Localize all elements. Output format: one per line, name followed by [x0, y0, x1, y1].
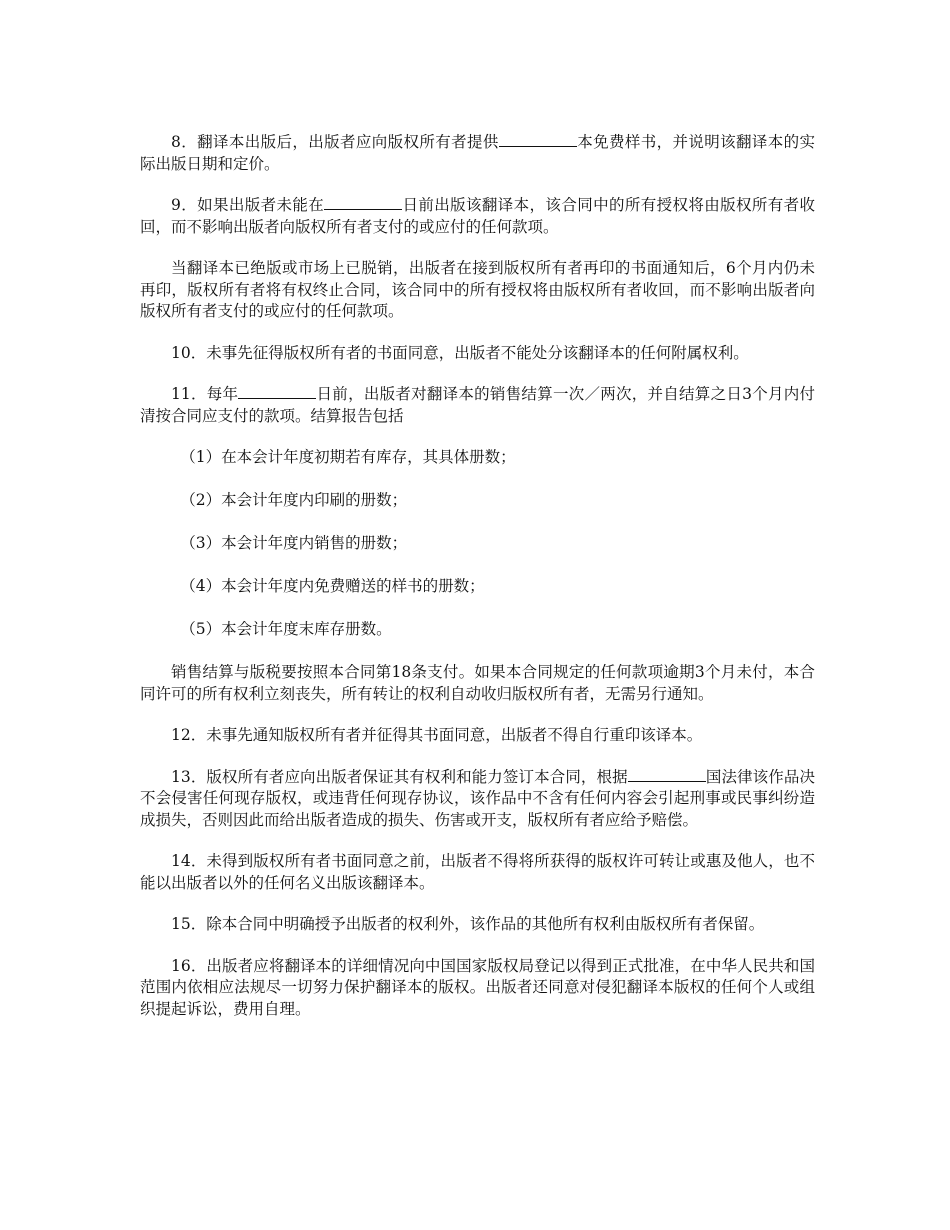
- clause-9-continued: 当翻译本已绝版或市场上已脱销，出版者在接到版权所有者再印的书面通知后，6个月内仍未再印，版权所有者将有权终止合同，该合同中的所有授权将由版权所有者收回，而不影响出版者向版权所有者支付的或应付的任何款项。: [140, 259, 815, 320]
- fill-in-blank: [324, 195, 402, 210]
- contract-body: [140, 132, 815, 1040]
- report-item-5: （5）本会计年度末库存册数。: [180, 620, 392, 638]
- fill-in-blank: [499, 132, 577, 147]
- clause-15: 15．除本合同中明确授予出版者的权利外，该作品的其他所有权利由版权所有者保留。: [171, 915, 765, 933]
- clause-9: 9．如果出版者未能在 日前出版该翻译本，该合同中的所有授权将由版权所有者收回，而不影响出版者向版权所有者支付的或应付的任何款项。: [140, 196, 815, 236]
- clause-11-continued: 销售结算与版税要按照本合同第18条支付。如果本合同规定的任何款项逾期3个月未付，本合同许可的所有权利立刻丧失，所有转让的权利自动收归版权所有者，无需另行通知。: [140, 663, 815, 703]
- clause-13: 13．版权所有者应向出版者保证其有权利和能力签订本合同，根据 国法律该作品决不会侵害任何现存版权，或违背任何现存协议，该作品中不含有任何内容会引起刑事或民事纠纷造成损失，否则因此而给出版者造成的损失、伤害或开支，版权所有者应给予赔偿。: [140, 767, 815, 829]
- fill-in-blank: [628, 767, 706, 782]
- clause-16: 16．出版者应将翻译本的详细情况向中国国家版权局登记以得到正式批准，在中华人民共和国范围内依相应法规尽一切努力保护翻译本的版权。出版者还同意对侵犯翻译本版权的任何个人或组织提起诉讼，费用自理。: [140, 956, 815, 1018]
- report-item-3: （3）本会计年度内销售的册数；: [180, 534, 408, 552]
- report-item-4: （4）本会计年度内免费赠送的样书的册数；: [180, 577, 485, 595]
- clause-10: 10．未事先征得版权所有者的书面同意，出版者不能处分该翻译本的任何附属权利。: [171, 343, 749, 362]
- clause-8: 8．翻译本出版后，出版者应向版权所有者提供 本免费样书，并说明该翻译本的实际出版日期和定价。: [140, 133, 815, 173]
- fill-in-blank: [238, 384, 316, 399]
- clause-11: 11．每年 日前，出版者对翻译本的销售结算一次／两次，并自结算之日3个月内付清按合同应支付的款项。结算报告包括: [140, 385, 815, 425]
- report-item-2: （2）本会计年度内印刷的册数；: [180, 491, 408, 509]
- report-item-1: （1）在本会计年度初期若有库存，其具体册数；: [180, 448, 516, 466]
- clause-14: 14．未得到版权所有者书面同意之前，出版者不得将所获得的版权许可转让或惠及他人，也不能以出版者以外的任何名义出版该翻译本。: [140, 852, 815, 892]
- clause-12: 12．未事先通知版权所有者并征得其书面同意，出版者不得自行重印该译本。: [171, 726, 703, 744]
